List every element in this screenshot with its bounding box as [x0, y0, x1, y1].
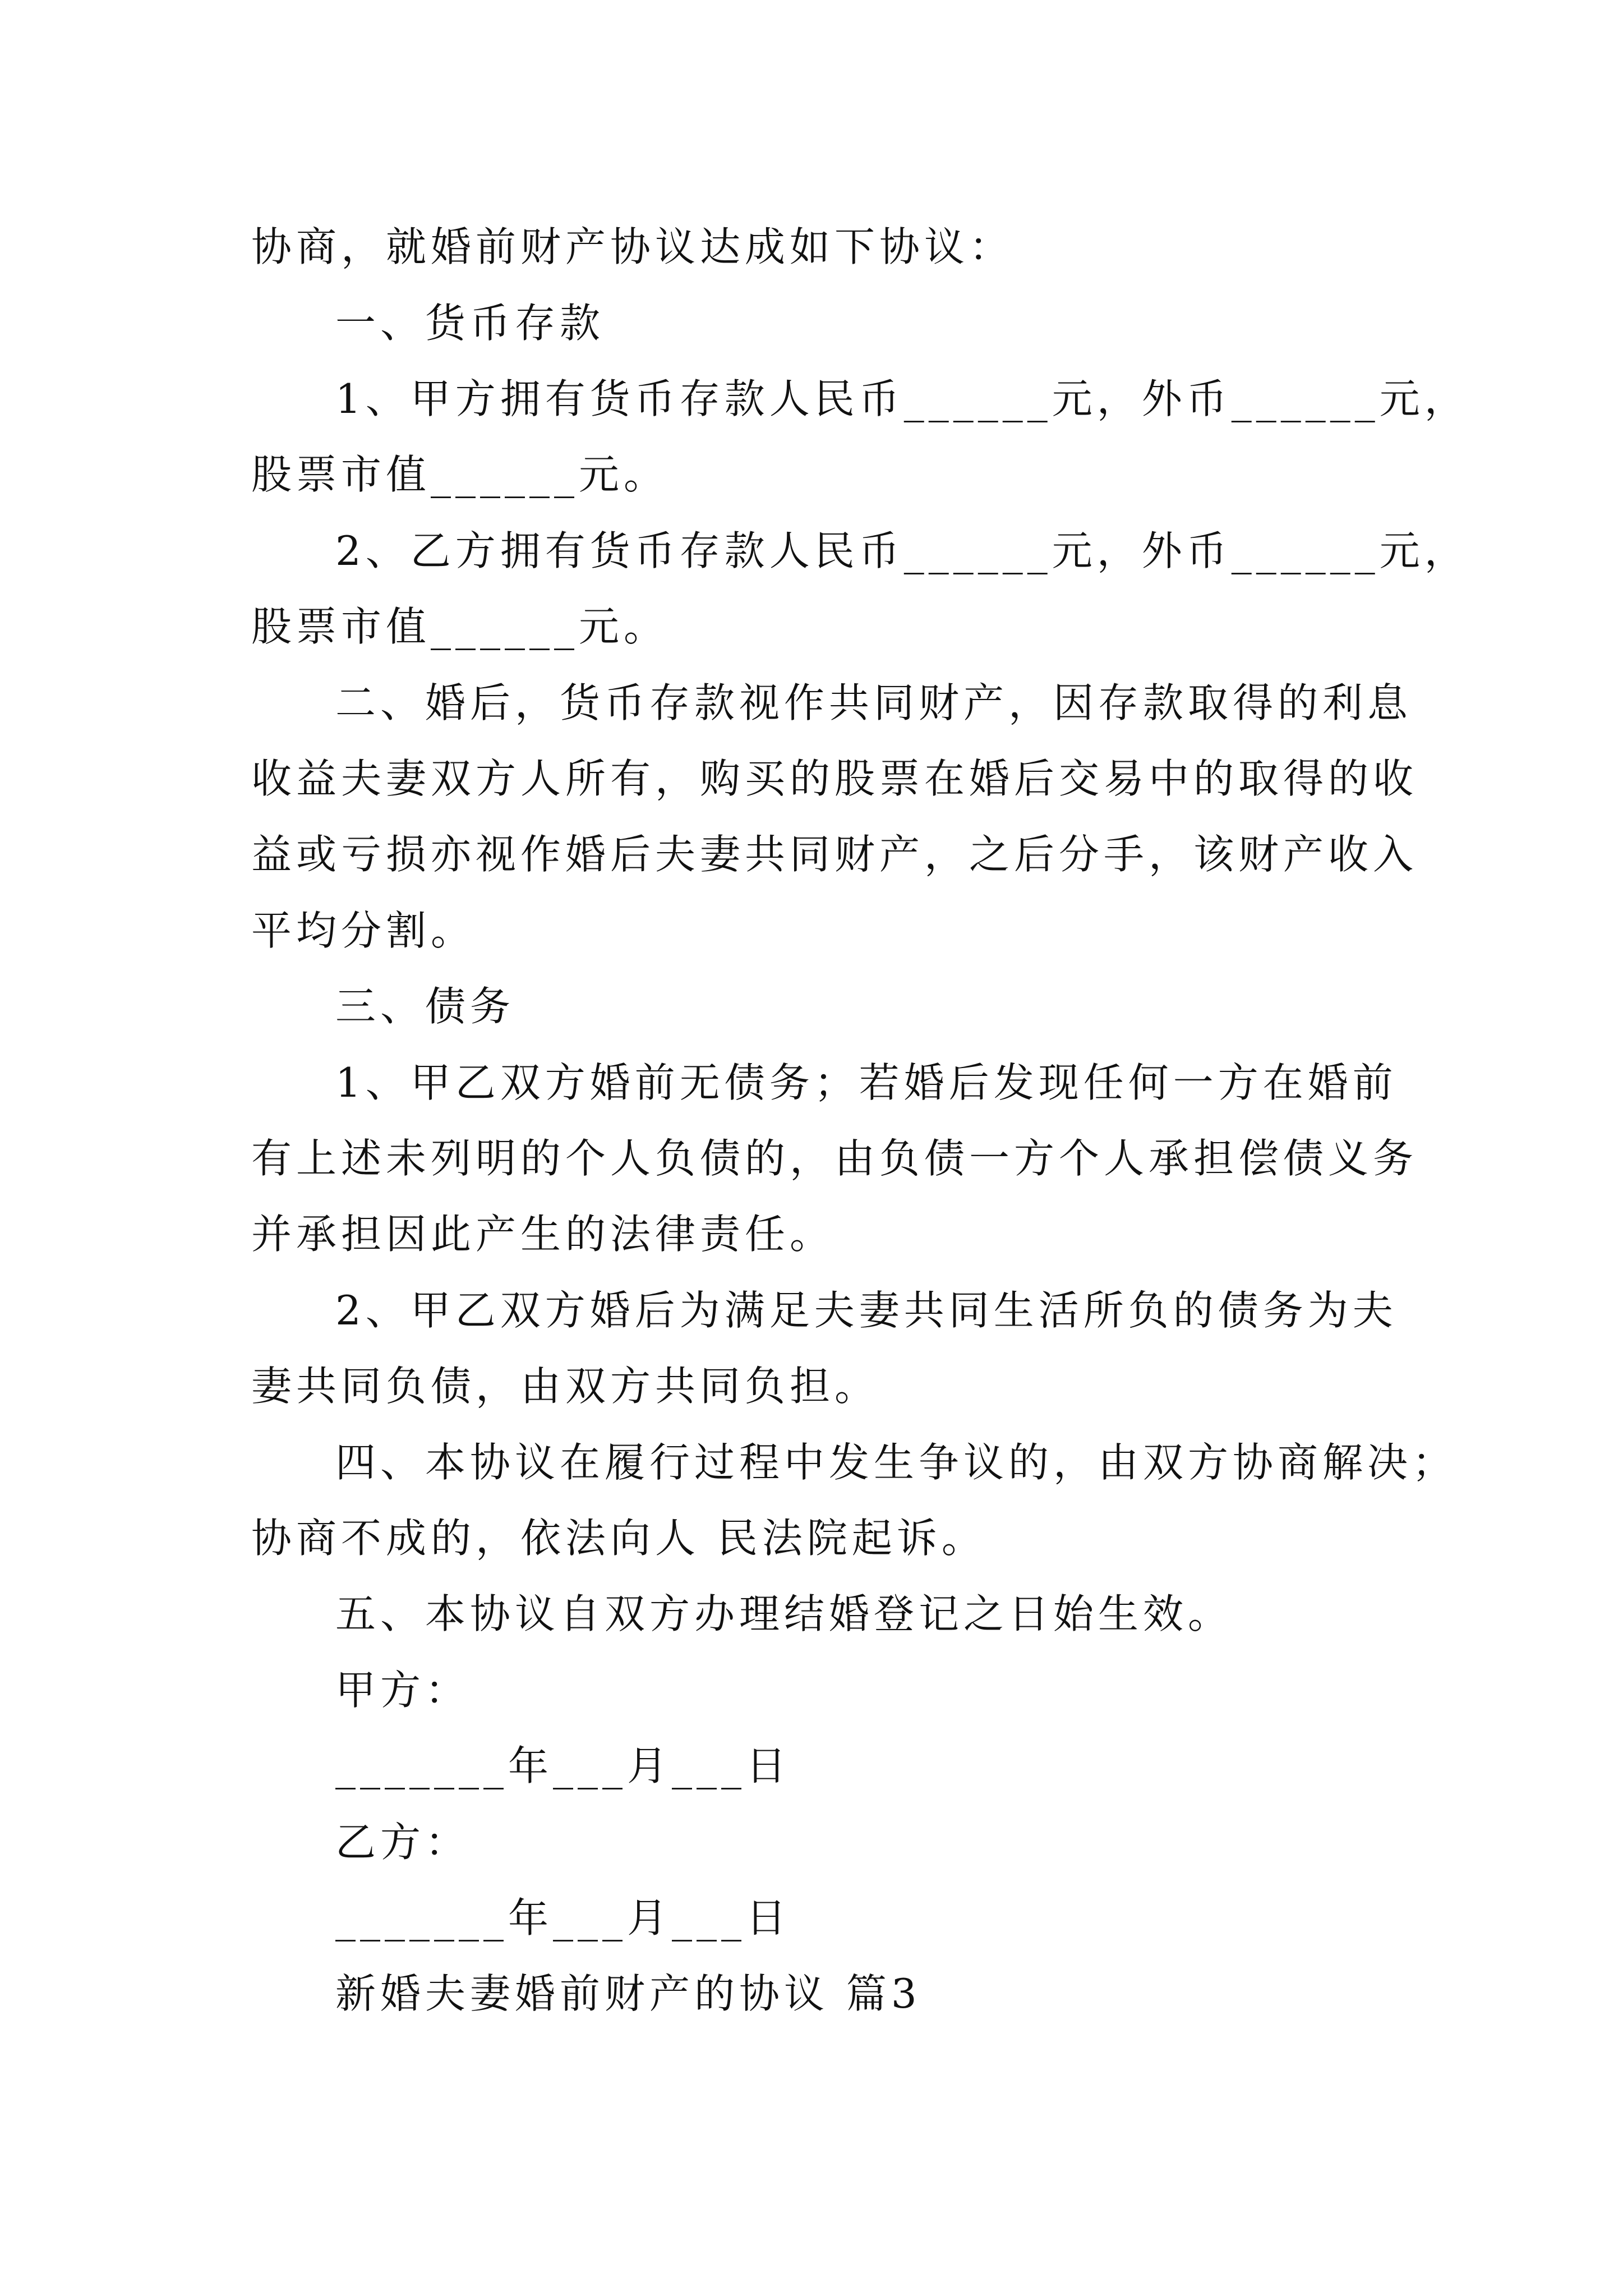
party-b-date-line: _______年___月___日 — [335, 1894, 791, 1941]
paragraph-line: 协商不成的，依法向人 民法院起诉。 — [251, 1515, 986, 1562]
party-a-date-line: _______年___月___日 — [335, 1742, 791, 1789]
paragraph-line: 2、乙方拥有货币存款人民币______元，外币______元， — [335, 527, 1469, 574]
paragraph-line: 并承担因此产生的法律责任。 — [251, 1211, 835, 1258]
paragraph-line: 1、甲方拥有货币存款人民币______元，外币______元， — [335, 375, 1469, 422]
party-a-label: 甲方： — [335, 1667, 471, 1714]
paragraph-line: 二、婚后，货币存款视作共同财产，因存款取得的利息 — [335, 679, 1413, 726]
paragraph-line: 四、本协议在履行过程中发生争议的，由双方协商解决； — [335, 1439, 1458, 1486]
paragraph-line: 妻共同负债，由双方共同负担。 — [251, 1363, 880, 1410]
paragraph-line: 平均分割。 — [251, 907, 476, 954]
next-section-title: 新婚夫妻婚前财产的协议 篇3 — [335, 1970, 921, 2017]
section-heading: 三、债务 — [335, 983, 515, 1030]
paragraph-line: 股票市值______元。 — [251, 603, 669, 650]
paragraph-line: 股票市值______元。 — [251, 451, 669, 498]
paragraph-line: 协商，就婚前财产协议达成如下协议： — [251, 223, 1015, 270]
paragraph-line: 五、本协议自双方办理结婚登记之日始生效。 — [335, 1590, 1233, 1637]
section-heading: 一、货币存款 — [335, 300, 605, 347]
paragraph-line: 1、甲乙双方婚前无债务；若婚后发现任何一方在婚前 — [335, 1059, 1398, 1106]
paragraph-line: 收益夫妻双方人所有，购买的股票在婚后交易中的取得的收 — [251, 755, 1418, 802]
paragraph-line: 2、甲乙双方婚后为满足夫妻共同生活所负的债务为夫 — [335, 1287, 1398, 1334]
party-b-label: 乙方： — [335, 1819, 471, 1866]
paragraph-line: 有上述未列明的个人负债的，由负债一方个人承担偿债义务 — [251, 1135, 1418, 1182]
paragraph-line: 益或亏损亦视作婚后夫妻共同财产，之后分手，该财产收入 — [251, 831, 1418, 878]
